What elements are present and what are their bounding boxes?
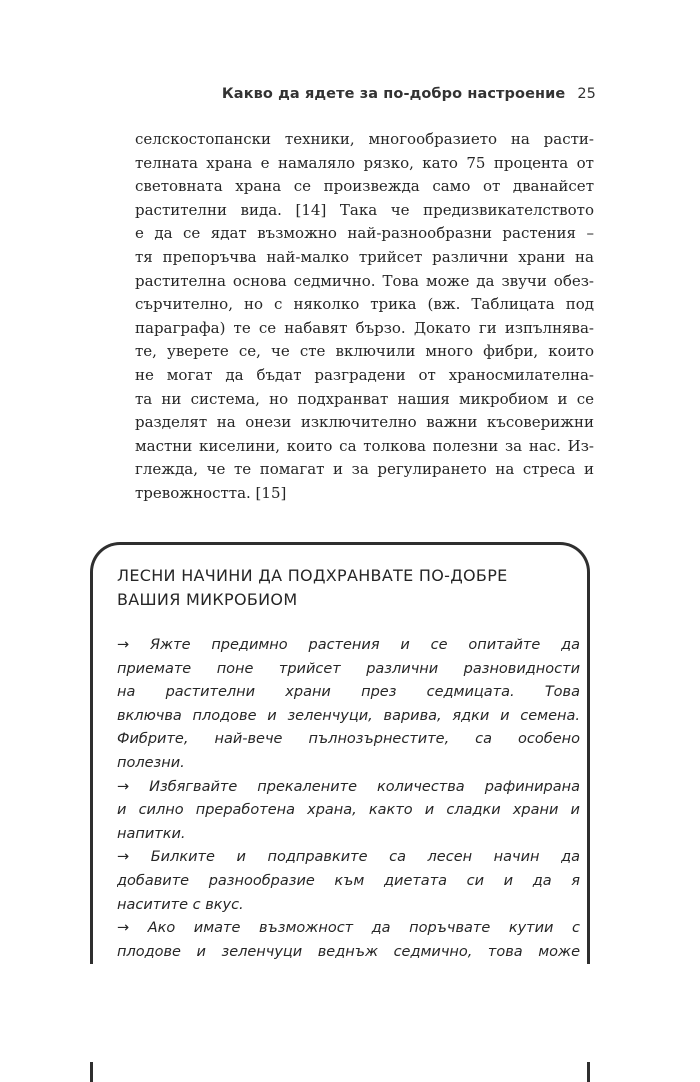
tip-line: наситите с вкус. — [117, 896, 244, 913]
body-line: растителни вида. [14] Така че предизвикателството — [135, 200, 594, 219]
tip-line: полезни. — [117, 754, 185, 771]
tip-line: → Избягвайте прекалените количества рафинирана — [117, 778, 580, 795]
tip-line: Фибрите, най-вече пълнозърнестите, са особено — [117, 731, 580, 748]
body-line: селскостопански техники, многообразието на расти- — [135, 130, 594, 148]
body-line: параграфа) те се набавят бързо. Докато ги изпълнява- — [135, 318, 594, 337]
page-bottom-margin — [80, 964, 600, 1062]
body-line: телната храна е намаляло рязко, като 75 процента от — [135, 153, 594, 172]
tip-line: и силно преработена храна, както и сладки храни и — [117, 802, 580, 819]
body-line: тя препоръчва най-малко трийсет различни храни на — [135, 247, 594, 266]
tip-box-list — [117, 634, 580, 964]
body-line: разделят на онези изключително важни късоверижни — [135, 413, 594, 432]
running-head-title: Какво да ядете за по-добро настроение — [221, 86, 566, 102]
tip-line: добавите разнообразие към диетата си и да я — [117, 872, 580, 889]
tip-heading-line: ВАШИЯ МИКРОБИОМ — [117, 590, 298, 609]
tip-line: приемате поне трийсет различни разновидности — [117, 660, 580, 677]
body-line: не могат да бъдат разградени от храносмилателна- — [135, 365, 594, 384]
body-line: глежда, че те помагат и за регулирането на стреса и — [135, 460, 594, 479]
tip-heading-line: ЛЕСНИ НАЧИНИ ДА ПОДХРАНВАТЕ ПО-ДОБРЕ — [117, 566, 508, 585]
running-head — [0, 86, 596, 102]
tip-line: напитки. — [117, 825, 186, 842]
body-line: те, уверете се, че сте включили много фибри, които — [135, 342, 594, 361]
body-line: тревожността. [15] — [135, 483, 287, 502]
body-line: растителна основа седмично. Това може да звучи обез- — [135, 271, 594, 290]
tip-line: → Билките и подправките са лесен начин да — [117, 849, 580, 866]
page-number: 25 — [577, 86, 596, 102]
body-line: сърчително, но с няколко трика (вж. Таблицата под — [135, 295, 594, 314]
tip-line: → Яжте предимно растения и се опитайте да — [117, 637, 580, 653]
body-line: световната храна се произвежда само от дванайсет — [135, 177, 594, 196]
body-paragraph — [135, 128, 594, 506]
body-line: та ни система, но подхранват нашия микробиом и се — [135, 389, 594, 408]
body-line: мастни киселини, които са толкова полезни за нас. Из- — [135, 436, 594, 455]
tip-line: на растителни храни през седмицата. Това — [117, 684, 580, 701]
body-line: е да се ядат възможно най-разнообразни растения – — [135, 224, 594, 243]
tip-line: включва плодове и зеленчуци, варива, ядки и семена. — [117, 707, 580, 724]
tip-line: → Ако имате възможност да поръчвате кутии с — [117, 920, 580, 937]
tip-box-heading — [117, 564, 587, 612]
tip-line: плодове и зеленчуци веднъж седмично, това може — [117, 943, 580, 960]
